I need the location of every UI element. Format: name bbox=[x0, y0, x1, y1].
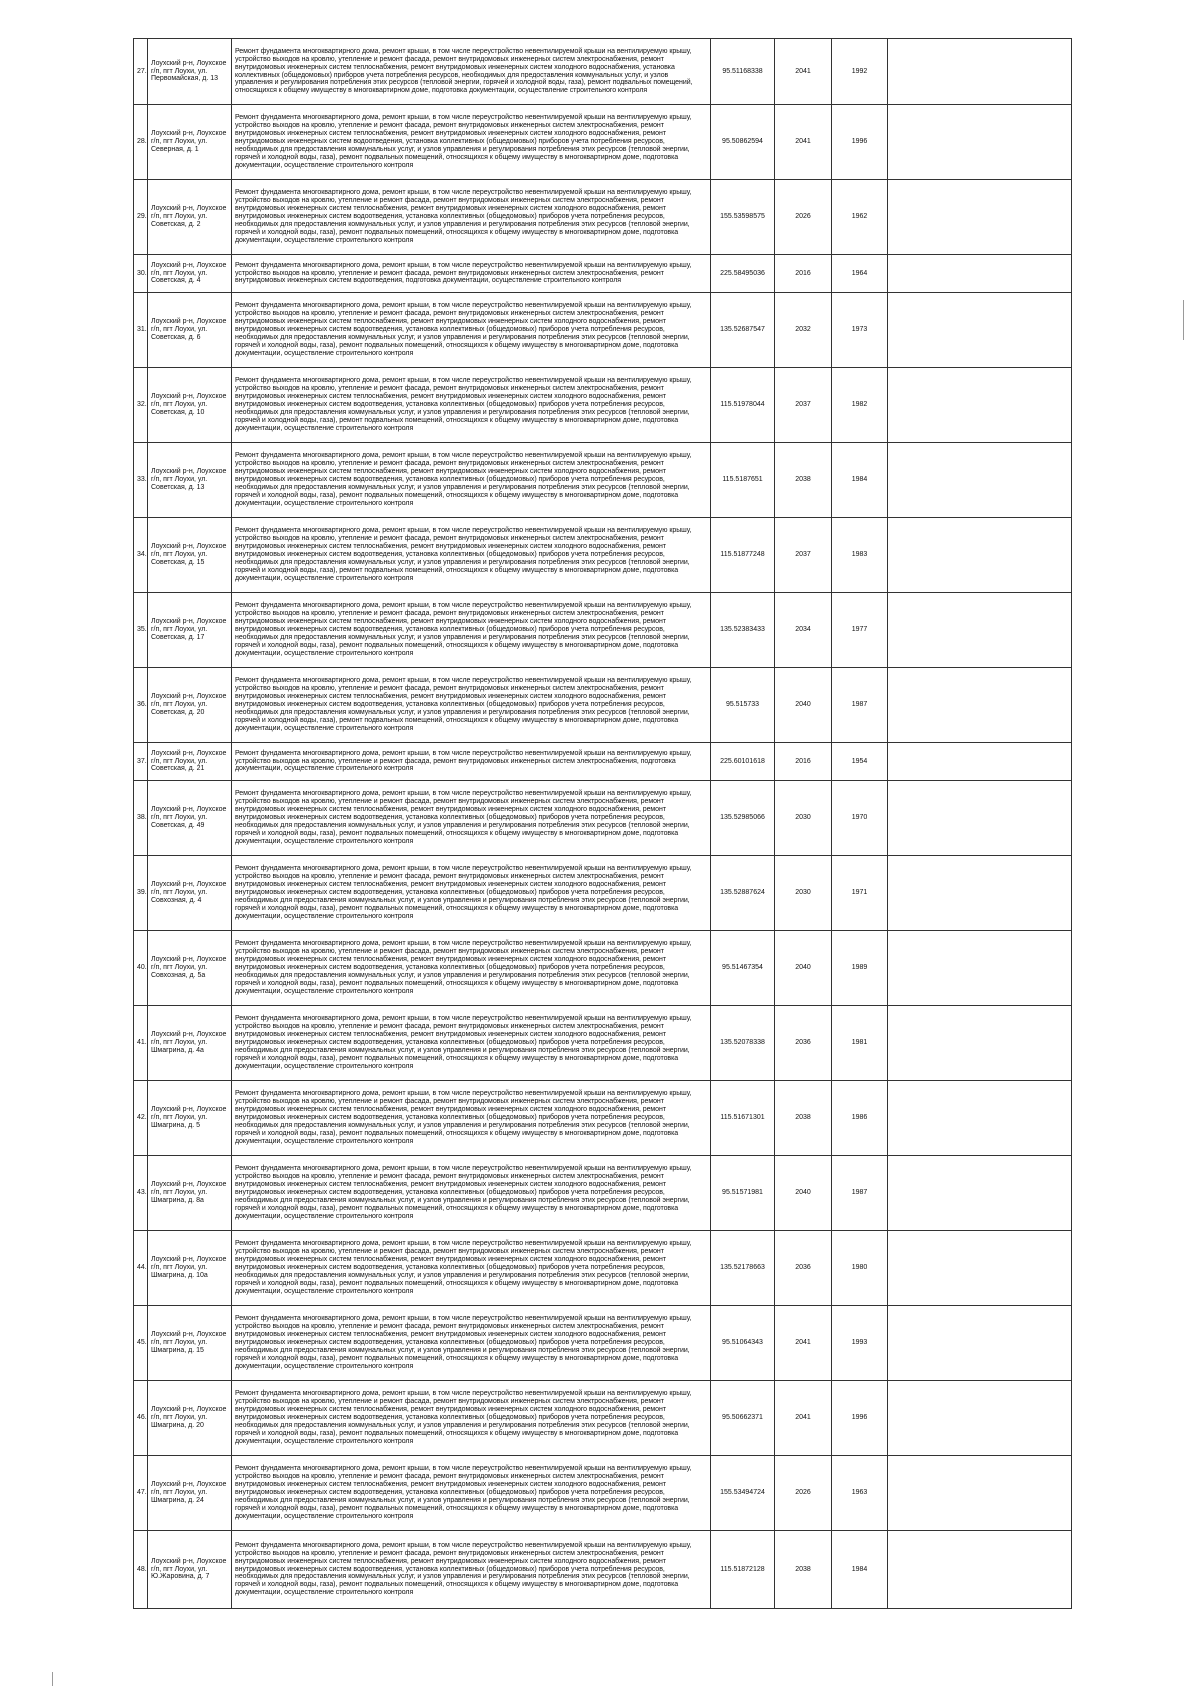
works-list-cell: Ремонт фундамента многоквартирного дома, ремонт крыши, в том числе переустройство невентилируемой крыши на вентилируемую крышу, устройство выходов на кровлю, утепление и ремонт фасада, ремонт внутридомовых инженерных систем электроснабжения, ремонт внутридомовых инженерных систем теплоснабжения, ремонт внутридомовых инженерных систем холодного водоснабжения, ремонт внутридомовых инженерных систем водоотведения, установка коллективных (общедомовых) приборов учета потребления ресурсов, необходимых для предоставления коммунальных услуг, и узлов управления и регулирования потребления этих ресурсов (тепловой энергии, горячей и холодной воды, газа), ремонт подвальных помещений, относящихся к общему имуществу в многоквартирном доме, подготовка документации, осуществление строительного контроля bbox=[232, 105, 711, 180]
cost-value-cell: 115.51872128 bbox=[711, 1531, 775, 1609]
planned-year-cell: 2036 bbox=[775, 1006, 832, 1081]
built-year-cell: 1977 bbox=[832, 593, 888, 668]
address-cell: Лоухский р-н, Лоухское г/п, пгт Лоухи, ул. Шмагрина, д. 8а bbox=[148, 1156, 232, 1231]
table-row bbox=[134, 255, 1072, 293]
table-row bbox=[134, 743, 1072, 781]
address-cell: Лоухский р-н, Лоухское г/п, пгт Лоухи, ул. Советская, д. 6 bbox=[148, 293, 232, 368]
row-number-cell: 36. bbox=[134, 668, 148, 743]
address-cell: Лоухский р-н, Лоухское г/п, пгт Лоухи, ул. Ю.Жаровина, д. 7 bbox=[148, 1531, 232, 1609]
works-list-cell: Ремонт фундамента многоквартирного дома, ремонт крыши, в том числе переустройство невентилируемой крыши на вентилируемую крышу, устройство выходов на кровлю, утепление и ремонт фасада, ремонт внутридомовых инженерных систем электроснабжения, ремонт внутридомовых инженерных систем теплоснабжения, ремонт внутридомовых инженерных систем холодного водоснабжения, ремонт внутридомовых инженерных систем водоотведения, установка коллективных (общедомовых) приборов учета потребления ресурсов, необходимых для предоставления коммунальных услуг, и узлов управления и регулирования потребления этих ресурсов (тепловой энергии, горячей и холодной воды, газа), ремонт подвальных помещений, относящихся к общему имуществу в многоквартирном доме, подготовка документации, осуществление строительного контроля bbox=[232, 1156, 711, 1231]
table-row bbox=[134, 1306, 1072, 1381]
built-year-cell: 1954 bbox=[832, 743, 888, 781]
built-year-cell: 1980 bbox=[832, 1231, 888, 1306]
address-cell: Лоухский р-н, Лоухское г/п, пгт Лоухи, ул. Советская, д. 15 bbox=[148, 518, 232, 593]
empty-cell bbox=[888, 1531, 1072, 1609]
built-year-cell: 1993 bbox=[832, 1306, 888, 1381]
address-cell: Лоухский р-н, Лоухское г/п, пгт Лоухи, ул. Шмагрина, д. 24 bbox=[148, 1456, 232, 1531]
empty-cell bbox=[888, 518, 1072, 593]
table-row bbox=[134, 856, 1072, 931]
cost-value-cell: 95.50662371 bbox=[711, 1381, 775, 1456]
built-year-cell: 1981 bbox=[832, 1006, 888, 1081]
row-number-cell: 41. bbox=[134, 1006, 148, 1081]
works-list-cell: Ремонт фундамента многоквартирного дома, ремонт крыши, в том числе переустройство невентилируемой крыши на вентилируемую крышу, устройство выходов на кровлю, утепление и ремонт фасада, ремонт внутридомовых инженерных систем электроснабжения, ремонт внутридомовых инженерных систем теплоснабжения, ремонт внутридомовых инженерных систем холодного водоснабжения, ремонт внутридомовых инженерных систем водоотведения, установка коллективных (общедомовых) приборов учета потребления ресурсов, необходимых для предоставления коммунальных услуг, и узлов управления и регулирования потребления этих ресурсов (тепловой энергии, горячей и холодной воды, газа), ремонт подвальных помещений, относящихся к общему имуществу в многоквартирном доме, подготовка документации, осуществление строительного контроля bbox=[232, 1381, 711, 1456]
table-row bbox=[134, 1231, 1072, 1306]
table-row bbox=[134, 781, 1072, 856]
empty-cell bbox=[888, 255, 1072, 293]
address-cell: Лоухский р-н, Лоухское г/п, пгт Лоухи, ул. Шмагрина, д. 10а bbox=[148, 1231, 232, 1306]
table-row bbox=[134, 368, 1072, 443]
cost-value-cell: 115.51671301 bbox=[711, 1081, 775, 1156]
table-row bbox=[134, 39, 1072, 105]
works-list-cell: Ремонт фундамента многоквартирного дома, ремонт крыши, в том числе переустройство невентилируемой крыши на вентилируемую крышу, устройство выходов на кровлю, утепление и ремонт фасада, ремонт внутридомовых инженерных систем электроснабжения, ремонт внутридомовых инженерных систем теплоснабжения, ремонт внутридомовых инженерных систем холодного водоснабжения, ремонт внутридомовых инженерных систем водоотведения, установка коллективных (общедомовых) приборов учета потребления ресурсов, необходимых для предоставления коммунальных услуг, и узлов управления и регулирования потребления этих ресурсов (тепловой энергии, горячей и холодной воды, газа), ремонт подвальных помещений, относящихся к общему имуществу в многоквартирном доме, подготовка документации, осуществление строительного контроля bbox=[232, 368, 711, 443]
planned-year-cell: 2030 bbox=[775, 781, 832, 856]
table-row bbox=[134, 1381, 1072, 1456]
built-year-cell: 1996 bbox=[832, 105, 888, 180]
works-list-cell: Ремонт фундамента многоквартирного дома, ремонт крыши, в том числе переустройство невентилируемой крыши на вентилируемую крышу, устройство выходов на кровлю, утепление и ремонт фасада, ремонт внутридомовых инженерных систем электроснабжения, ремонт внутридомовых инженерных систем теплоснабжения, ремонт внутридомовых инженерных систем холодного водоснабжения, ремонт внутридомовых инженерных систем водоотведения, установка коллективных (общедомовых) приборов учета потребления ресурсов, необходимых для предоставления коммунальных услуг, и узлов управления и регулирования потребления этих ресурсов (тепловой энергии, горячей и холодной воды, газа), ремонт подвальных помещений, относящихся к общему имуществу в многоквартирном доме, подготовка документации, осуществление строительного контроля bbox=[232, 931, 711, 1006]
address-cell: Лоухский р-н, Лоухское г/п, пгт Лоухи, ул. Первомайская, д. 13 bbox=[148, 39, 232, 105]
empty-cell bbox=[888, 293, 1072, 368]
works-list-cell: Ремонт фундамента многоквартирного дома, ремонт крыши, в том числе переустройство невентилируемой крыши на вентилируемую крышу, устройство выходов на кровлю, утепление и ремонт фасада, ремонт внутридомовых инженерных систем электроснабжения, ремонт внутридомовых инженерных систем теплоснабжения, ремонт внутридомовых инженерных систем холодного водоснабжения, ремонт внутридомовых инженерных систем водоотведения, установка коллективных (общедомовых) приборов учета потребления ресурсов, необходимых для предоставления коммунальных услуг, и узлов управления и регулирования потребления этих ресурсов (тепловой энергии, горячей и холодной воды, газа), ремонт подвальных помещений, относящихся к общему имуществу в многоквартирном доме, подготовка документации, осуществление строительного контроля bbox=[232, 1081, 711, 1156]
cost-value-cell: 115.51978044 bbox=[711, 368, 775, 443]
planned-year-cell: 2041 bbox=[775, 1306, 832, 1381]
cost-value-cell: 135.52383433 bbox=[711, 593, 775, 668]
table-row bbox=[134, 1456, 1072, 1531]
table-row bbox=[134, 443, 1072, 518]
cost-value-cell: 95.50862594 bbox=[711, 105, 775, 180]
empty-cell bbox=[888, 1306, 1072, 1381]
table-row bbox=[134, 293, 1072, 368]
planned-year-cell: 2038 bbox=[775, 443, 832, 518]
address-cell: Лоухский р-н, Лоухское г/п, пгт Лоухи, ул. Шмагрина, д. 20 bbox=[148, 1381, 232, 1456]
empty-cell bbox=[888, 743, 1072, 781]
row-number-cell: 40. bbox=[134, 931, 148, 1006]
table-row bbox=[134, 1081, 1072, 1156]
row-number-cell: 47. bbox=[134, 1456, 148, 1531]
cost-value-cell: 135.52178663 bbox=[711, 1231, 775, 1306]
built-year-cell: 1962 bbox=[832, 180, 888, 255]
built-year-cell: 1963 bbox=[832, 1456, 888, 1531]
planned-year-cell: 2037 bbox=[775, 518, 832, 593]
works-list-cell: Ремонт фундамента многоквартирного дома, ремонт крыши, в том числе переустройство невентилируемой крыши на вентилируемую крышу, устройство выходов на кровлю, утепление и ремонт фасада, ремонт внутридомовых инженерных систем электроснабжения, ремонт внутридомовых инженерных систем теплоснабжения, ремонт внутридомовых инженерных систем холодного водоснабжения, ремонт внутридомовых инженерных систем водоотведения, установка коллективных (общедомовых) приборов учета потребления ресурсов, необходимых для предоставления коммунальных услуг, и узлов управления и регулирования потребления этих ресурсов (тепловой энергии, горячей и холодной воды, газа), ремонт подвальных помещений, относящихся к общему имуществу в многоквартирном доме, подготовка документации, осуществление строительного контроля bbox=[232, 1531, 711, 1609]
cost-value-cell: 155.53598575 bbox=[711, 180, 775, 255]
planned-year-cell: 2038 bbox=[775, 1531, 832, 1609]
row-number-cell: 44. bbox=[134, 1231, 148, 1306]
empty-cell bbox=[888, 1006, 1072, 1081]
works-list-cell: Ремонт фундамента многоквартирного дома, ремонт крыши, в том числе переустройство невентилируемой крыши на вентилируемую крышу, устройство выходов на кровлю, утепление и ремонт фасада, ремонт внутридомовых инженерных систем электроснабжения, ремонт внутридомовых инженерных систем теплоснабжения, ремонт внутридомовых инженерных систем холодного водоснабжения, ремонт внутридомовых инженерных систем водоотведения, установка коллективных (общедомовых) приборов учета потребления ресурсов, необходимых для предоставления коммунальных услуг, и узлов управления и регулирования потребления этих ресурсов (тепловой энергии, горячей и холодной воды, газа), ремонт подвальных помещений, относящихся к общему имуществу в многоквартирном доме, подготовка документации, осуществление строительного контроля bbox=[232, 593, 711, 668]
empty-cell bbox=[888, 856, 1072, 931]
row-number-cell: 46. bbox=[134, 1381, 148, 1456]
works-list-cell: Ремонт фундамента многоквартирного дома, ремонт крыши, в том числе переустройство невентилируемой крыши на вентилируемую крышу, устройство выходов на кровлю, утепление и ремонт фасада, ремонт внутридомовых инженерных систем электроснабжения, ремонт внутридомовых инженерных систем теплоснабжения, ремонт внутридомовых инженерных систем холодного водоснабжения, установка коллективных (общедомовых) приборов учета потребления ресурсов, необходимых для предоставления коммунальных услуг, и узлов управления и регулирования потребления этих ресурсов (тепловой энергии, горячей и холодной воды, газа), ремонт подвальных помещений, относящихся к общему имуществу в многоквартирном доме, подготовка документации, осуществление строительного контроля bbox=[232, 39, 711, 105]
row-number-cell: 37. bbox=[134, 743, 148, 781]
cost-value-cell: 95.515733 bbox=[711, 668, 775, 743]
works-list-cell: Ремонт фундамента многоквартирного дома, ремонт крыши, в том числе переустройство невентилируемой крыши на вентилируемую крышу, устройство выходов на кровлю, утепление и ремонт фасада, ремонт внутридомовых инженерных систем электроснабжения, ремонт внутридомовых инженерных систем теплоснабжения, ремонт внутридомовых инженерных систем холодного водоснабжения, ремонт внутридомовых инженерных систем водоотведения, установка коллективных (общедомовых) приборов учета потребления ресурсов, необходимых для предоставления коммунальных услуг, и узлов управления и регулирования потребления этих ресурсов (тепловой энергии, горячей и холодной воды, газа), ремонт подвальных помещений, относящихся к общему имуществу в многоквартирном доме, подготовка документации, осуществление строительного контроля bbox=[232, 1306, 711, 1381]
table-row bbox=[134, 105, 1072, 180]
empty-cell bbox=[888, 1081, 1072, 1156]
works-list-cell: Ремонт фундамента многоквартирного дома, ремонт крыши, в том числе переустройство невентилируемой крыши на вентилируемую крышу, устройство выходов на кровлю, утепление и ремонт фасада, ремонт внутридомовых инженерных систем электроснабжения, ремонт внутридомовых инженерных систем теплоснабжения, ремонт внутридомовых инженерных систем холодного водоснабжения, ремонт внутридомовых инженерных систем водоотведения, установка коллективных (общедомовых) приборов учета потребления ресурсов, необходимых для предоставления коммунальных услуг, и узлов управления и регулирования потребления этих ресурсов (тепловой энергии, горячей и холодной воды, газа), ремонт подвальных помещений, относящихся к общему имуществу в многоквартирном доме, подготовка документации, осуществление строительного контроля bbox=[232, 668, 711, 743]
table-row bbox=[134, 518, 1072, 593]
row-number-cell: 45. bbox=[134, 1306, 148, 1381]
empty-cell bbox=[888, 368, 1072, 443]
row-number-cell: 43. bbox=[134, 1156, 148, 1231]
address-cell: Лоухский р-н, Лоухское г/п, пгт Лоухи, ул. Советская, д. 20 bbox=[148, 668, 232, 743]
cost-value-cell: 225.60101618 bbox=[711, 743, 775, 781]
row-number-cell: 32. bbox=[134, 368, 148, 443]
planned-year-cell: 2041 bbox=[775, 1381, 832, 1456]
cost-value-cell: 155.53494724 bbox=[711, 1456, 775, 1531]
address-cell: Лоухский р-н, Лоухское г/п, пгт Лоухи, ул. Совхозная, д. 4 bbox=[148, 856, 232, 931]
address-cell: Лоухский р-н, Лоухское г/п, пгт Лоухи, ул. Советская, д. 21 bbox=[148, 743, 232, 781]
planned-year-cell: 2016 bbox=[775, 743, 832, 781]
planned-year-cell: 2036 bbox=[775, 1231, 832, 1306]
table-row bbox=[134, 593, 1072, 668]
planned-year-cell: 2040 bbox=[775, 668, 832, 743]
address-cell: Лоухский р-н, Лоухское г/п, пгт Лоухи, ул. Советская, д. 13 bbox=[148, 443, 232, 518]
row-number-cell: 34. bbox=[134, 518, 148, 593]
cost-value-cell: 225.58495036 bbox=[711, 255, 775, 293]
table-row bbox=[134, 180, 1072, 255]
address-cell: Лоухский р-н, Лоухское г/п, пгт Лоухи, ул. Советская, д. 49 bbox=[148, 781, 232, 856]
built-year-cell: 1989 bbox=[832, 931, 888, 1006]
empty-cell bbox=[888, 781, 1072, 856]
built-year-cell: 1996 bbox=[832, 1381, 888, 1456]
address-cell: Лоухский р-н, Лоухское г/п, пгт Лоухи, ул. Шмагрина, д. 5 bbox=[148, 1081, 232, 1156]
planned-year-cell: 2016 bbox=[775, 255, 832, 293]
address-cell: Лоухский р-н, Лоухское г/п, пгт Лоухи, ул. Совхозная, д. 5а bbox=[148, 931, 232, 1006]
row-number-cell: 27. bbox=[134, 39, 148, 105]
scan-artifact-left-mark bbox=[52, 1672, 53, 1686]
empty-cell bbox=[888, 180, 1072, 255]
address-cell: Лоухский р-н, Лоухское г/п, пгт Лоухи, ул. Северная, д. 1 bbox=[148, 105, 232, 180]
cost-value-cell: 135.52887624 bbox=[711, 856, 775, 931]
empty-cell bbox=[888, 593, 1072, 668]
table-row bbox=[134, 1531, 1072, 1609]
works-list-cell: Ремонт фундамента многоквартирного дома, ремонт крыши, в том числе переустройство невентилируемой крыши на вентилируемую крышу, устройство выходов на кровлю, утепление и ремонт фасада, ремонт внутридомовых инженерных систем электроснабжения, ремонт внутридомовых инженерных систем теплоснабжения, ремонт внутридомовых инженерных систем холодного водоснабжения, ремонт внутридомовых инженерных систем водоотведения, установка коллективных (общедомовых) приборов учета потребления ресурсов, необходимых для предоставления коммунальных услуг, и узлов управления и регулирования потребления этих ресурсов (тепловой энергии, горячей и холодной воды, газа), ремонт подвальных помещений, относящихся к общему имуществу в многоквартирном доме, подготовка документации, осуществление строительного контроля bbox=[232, 518, 711, 593]
empty-cell bbox=[888, 931, 1072, 1006]
works-list-cell: Ремонт фундамента многоквартирного дома, ремонт крыши, в том числе переустройство невентилируемой крыши на вентилируемую крышу, устройство выходов на кровлю, утепление и ремонт фасада, ремонт внутридомовых инженерных систем электроснабжения, ремонт внутридомовых инженерных систем теплоснабжения, ремонт внутридомовых инженерных систем холодного водоснабжения, ремонт внутридомовых инженерных систем водоотведения, установка коллективных (общедомовых) приборов учета потребления ресурсов, необходимых для предоставления коммунальных услуг, и узлов управления и регулирования потребления этих ресурсов (тепловой энергии, горячей и холодной воды, газа), ремонт подвальных помещений, относящихся к общему имуществу в многоквартирном доме, подготовка документации, осуществление строительного контроля bbox=[232, 180, 711, 255]
works-list-cell: Ремонт фундамента многоквартирного дома, ремонт крыши, в том числе переустройство невентилируемой крыши на вентилируемую крышу, устройство выходов на кровлю, утепление и ремонт фасада, ремонт внутридомовых инженерных систем электроснабжения, ремонт внутридомовых инженерных систем теплоснабжения, ремонт внутридомовых инженерных систем холодного водоснабжения, ремонт внутридомовых инженерных систем водоотведения, установка коллективных (общедомовых) приборов учета потребления ресурсов, необходимых для предоставления коммунальных услуг, и узлов управления и регулирования потребления этих ресурсов (тепловой энергии, горячей и холодной воды, газа), ремонт подвальных помещений, относящихся к общему имуществу в многоквартирном доме, подготовка документации, осуществление строительного контроля bbox=[232, 443, 711, 518]
cost-value-cell: 135.52687547 bbox=[711, 293, 775, 368]
row-number-cell: 39. bbox=[134, 856, 148, 931]
address-cell: Лоухский р-н, Лоухское г/п, пгт Лоухи, ул. Шмагрина, д. 4а bbox=[148, 1006, 232, 1081]
empty-cell bbox=[888, 105, 1072, 180]
built-year-cell: 1987 bbox=[832, 1156, 888, 1231]
table-row bbox=[134, 668, 1072, 743]
row-number-cell: 28. bbox=[134, 105, 148, 180]
planned-year-cell: 2032 bbox=[775, 293, 832, 368]
planned-year-cell: 2037 bbox=[775, 368, 832, 443]
built-year-cell: 1987 bbox=[832, 668, 888, 743]
works-list-cell: Ремонт фундамента многоквартирного дома, ремонт крыши, в том числе переустройство невентилируемой крыши на вентилируемую крышу, устройство выходов на кровлю, утепление и ремонт фасада, ремонт внутридомовых инженерных систем электроснабжения, ремонт внутридомовых инженерных систем водоотведения, подготовка документации, осуществление строительного контроля bbox=[232, 255, 711, 293]
scan-artifact-right-mark bbox=[1183, 300, 1184, 340]
empty-cell bbox=[888, 1456, 1072, 1531]
planned-year-cell: 2040 bbox=[775, 931, 832, 1006]
built-year-cell: 1970 bbox=[832, 781, 888, 856]
table-body bbox=[134, 39, 1072, 1609]
works-list-cell: Ремонт фундамента многоквартирного дома, ремонт крыши, в том числе переустройство невентилируемой крыши на вентилируемую крышу, устройство выходов на кровлю, утепление и ремонт фасада, ремонт внутридомовых инженерных систем электроснабжения, ремонт внутридомовых инженерных систем теплоснабжения, ремонт внутридомовых инженерных систем холодного водоснабжения, ремонт внутридомовых инженерных систем водоотведения, установка коллективных (общедомовых) приборов учета потребления ресурсов, необходимых для предоставления коммунальных услуг, и узлов управления и регулирования потребления этих ресурсов (тепловой энергии, горячей и холодной воды, газа), ремонт подвальных помещений, относящихся к общему имуществу в многоквартирном доме, подготовка документации, осуществление строительного контроля bbox=[232, 1231, 711, 1306]
document-page bbox=[133, 38, 1071, 1609]
empty-cell bbox=[888, 1381, 1072, 1456]
cost-value-cell: 135.52078338 bbox=[711, 1006, 775, 1081]
built-year-cell: 1973 bbox=[832, 293, 888, 368]
empty-cell bbox=[888, 39, 1072, 105]
address-cell: Лоухский р-н, Лоухское г/п, пгт Лоухи, ул. Советская, д. 10 bbox=[148, 368, 232, 443]
cost-value-cell: 95.51467354 bbox=[711, 931, 775, 1006]
planned-year-cell: 2041 bbox=[775, 39, 832, 105]
row-number-cell: 33. bbox=[134, 443, 148, 518]
address-cell: Лоухский р-н, Лоухское г/п, пгт Лоухи, ул. Советская, д. 17 bbox=[148, 593, 232, 668]
table-row bbox=[134, 931, 1072, 1006]
capital-repair-table bbox=[133, 38, 1072, 1609]
cost-value-cell: 95.51571981 bbox=[711, 1156, 775, 1231]
row-number-cell: 38. bbox=[134, 781, 148, 856]
planned-year-cell: 2030 bbox=[775, 856, 832, 931]
built-year-cell: 1984 bbox=[832, 443, 888, 518]
planned-year-cell: 2026 bbox=[775, 1456, 832, 1531]
works-list-cell: Ремонт фундамента многоквартирного дома, ремонт крыши, в том числе переустройство невентилируемой крыши на вентилируемую крышу, устройство выходов на кровлю, утепление и ремонт фасада, ремонт внутридомовых инженерных систем электроснабжения, ремонт внутридомовых инженерных систем теплоснабжения, ремонт внутридомовых инженерных систем холодного водоснабжения, ремонт внутридомовых инженерных систем водоотведения, установка коллективных (общедомовых) приборов учета потребления ресурсов, необходимых для предоставления коммунальных услуг, и узлов управления и регулирования потребления этих ресурсов (тепловой энергии, горячей и холодной воды, газа), ремонт подвальных помещений, относящихся к общему имуществу в многоквартирном доме, подготовка документации, осуществление строительного контроля bbox=[232, 293, 711, 368]
planned-year-cell: 2040 bbox=[775, 1156, 832, 1231]
cost-value-cell: 135.52985066 bbox=[711, 781, 775, 856]
empty-cell bbox=[888, 668, 1072, 743]
table-row bbox=[134, 1006, 1072, 1081]
built-year-cell: 1984 bbox=[832, 1531, 888, 1609]
cost-value-cell: 115.5187651 bbox=[711, 443, 775, 518]
cost-value-cell: 95.51168338 bbox=[711, 39, 775, 105]
planned-year-cell: 2041 bbox=[775, 105, 832, 180]
row-number-cell: 35. bbox=[134, 593, 148, 668]
built-year-cell: 1964 bbox=[832, 255, 888, 293]
built-year-cell: 1983 bbox=[832, 518, 888, 593]
empty-cell bbox=[888, 1156, 1072, 1231]
empty-cell bbox=[888, 443, 1072, 518]
row-number-cell: 30. bbox=[134, 255, 148, 293]
planned-year-cell: 2038 bbox=[775, 1081, 832, 1156]
built-year-cell: 1992 bbox=[832, 39, 888, 105]
row-number-cell: 29. bbox=[134, 180, 148, 255]
planned-year-cell: 2026 bbox=[775, 180, 832, 255]
built-year-cell: 1971 bbox=[832, 856, 888, 931]
address-cell: Лоухский р-н, Лоухское г/п, пгт Лоухи, ул. Советская, д. 2 bbox=[148, 180, 232, 255]
empty-cell bbox=[888, 1231, 1072, 1306]
works-list-cell: Ремонт фундамента многоквартирного дома, ремонт крыши, в том числе переустройство невентилируемой крыши на вентилируемую крышу, устройство выходов на кровлю, утепление и ремонт фасада, ремонт внутридомовых инженерных систем электроснабжения, ремонт внутридомовых инженерных систем теплоснабжения, ремонт внутридомовых инженерных систем холодного водоснабжения, ремонт внутридомовых инженерных систем водоотведения, установка коллективных (общедомовых) приборов учета потребления ресурсов, необходимых для предоставления коммунальных услуг, и узлов управления и регулирования потребления этих ресурсов (тепловой энергии, горячей и холодной воды, газа), ремонт подвальных помещений, относящихся к общему имуществу в многоквартирном доме, подготовка документации, осуществление строительного контроля bbox=[232, 1006, 711, 1081]
table-row bbox=[134, 1156, 1072, 1231]
cost-value-cell: 115.51877248 bbox=[711, 518, 775, 593]
row-number-cell: 48. bbox=[134, 1531, 148, 1609]
address-cell: Лоухский р-н, Лоухское г/п, пгт Лоухи, ул. Советская, д. 4 bbox=[148, 255, 232, 293]
works-list-cell: Ремонт фундамента многоквартирного дома, ремонт крыши, в том числе переустройство невентилируемой крыши на вентилируемую крышу, устройство выходов на кровлю, утепление и ремонт фасада, ремонт внутридомовых инженерных систем электроснабжения, ремонт внутридомовых инженерных систем теплоснабжения, ремонт внутридомовых инженерных систем холодного водоснабжения, ремонт внутридомовых инженерных систем водоотведения, установка коллективных (общедомовых) приборов учета потребления ресурсов, необходимых для предоставления коммунальных услуг, и узлов управления и регулирования потребления этих ресурсов (тепловой энергии, горячей и холодной воды, газа), ремонт подвальных помещений, относящихся к общему имуществу в многоквартирном доме, подготовка документации, осуществление строительного контроля bbox=[232, 1456, 711, 1531]
cost-value-cell: 95.51064343 bbox=[711, 1306, 775, 1381]
planned-year-cell: 2034 bbox=[775, 593, 832, 668]
works-list-cell: Ремонт фундамента многоквартирного дома, ремонт крыши, в том числе переустройство невентилируемой крыши на вентилируемую крышу, устройство выходов на кровлю, утепление и ремонт фасада, ремонт внутридомовых инженерных систем электроснабжения, ремонт внутридомовых инженерных систем теплоснабжения, ремонт внутридомовых инженерных систем холодного водоснабжения, ремонт внутридомовых инженерных систем водоотведения, установка коллективных (общедомовых) приборов учета потребления ресурсов, необходимых для предоставления коммунальных услуг, и узлов управления и регулирования потребления этих ресурсов (тепловой энергии, горячей и холодной воды, газа), ремонт подвальных помещений, относящихся к общему имуществу в многоквартирном доме, подготовка документации, осуществление строительного контроля bbox=[232, 781, 711, 856]
row-number-cell: 31. bbox=[134, 293, 148, 368]
works-list-cell: Ремонт фундамента многоквартирного дома, ремонт крыши, в том числе переустройство невентилируемой крыши на вентилируемую крышу, устройство выходов на кровлю, утепление и ремонт фасада, ремонт внутридомовых инженерных систем электроснабжения, подготовка документации, осуществление строительного контроля bbox=[232, 743, 711, 781]
built-year-cell: 1986 bbox=[832, 1081, 888, 1156]
built-year-cell: 1982 bbox=[832, 368, 888, 443]
row-number-cell: 42. bbox=[134, 1081, 148, 1156]
works-list-cell: Ремонт фундамента многоквартирного дома, ремонт крыши, в том числе переустройство невентилируемой крыши на вентилируемую крышу, устройство выходов на кровлю, утепление и ремонт фасада, ремонт внутридомовых инженерных систем электроснабжения, ремонт внутридомовых инженерных систем теплоснабжения, ремонт внутридомовых инженерных систем холодного водоснабжения, ремонт внутридомовых инженерных систем водоотведения, установка коллективных (общедомовых) приборов учета потребления ресурсов, необходимых для предоставления коммунальных услуг, и узлов управления и регулирования потребления этих ресурсов (тепловой энергии, горячей и холодной воды, газа), ремонт подвальных помещений, относящихся к общему имуществу в многоквартирном доме, подготовка документации, осуществление строительного контроля bbox=[232, 856, 711, 931]
address-cell: Лоухский р-н, Лоухское г/п, пгт Лоухи, ул. Шмагрина, д. 15 bbox=[148, 1306, 232, 1381]
